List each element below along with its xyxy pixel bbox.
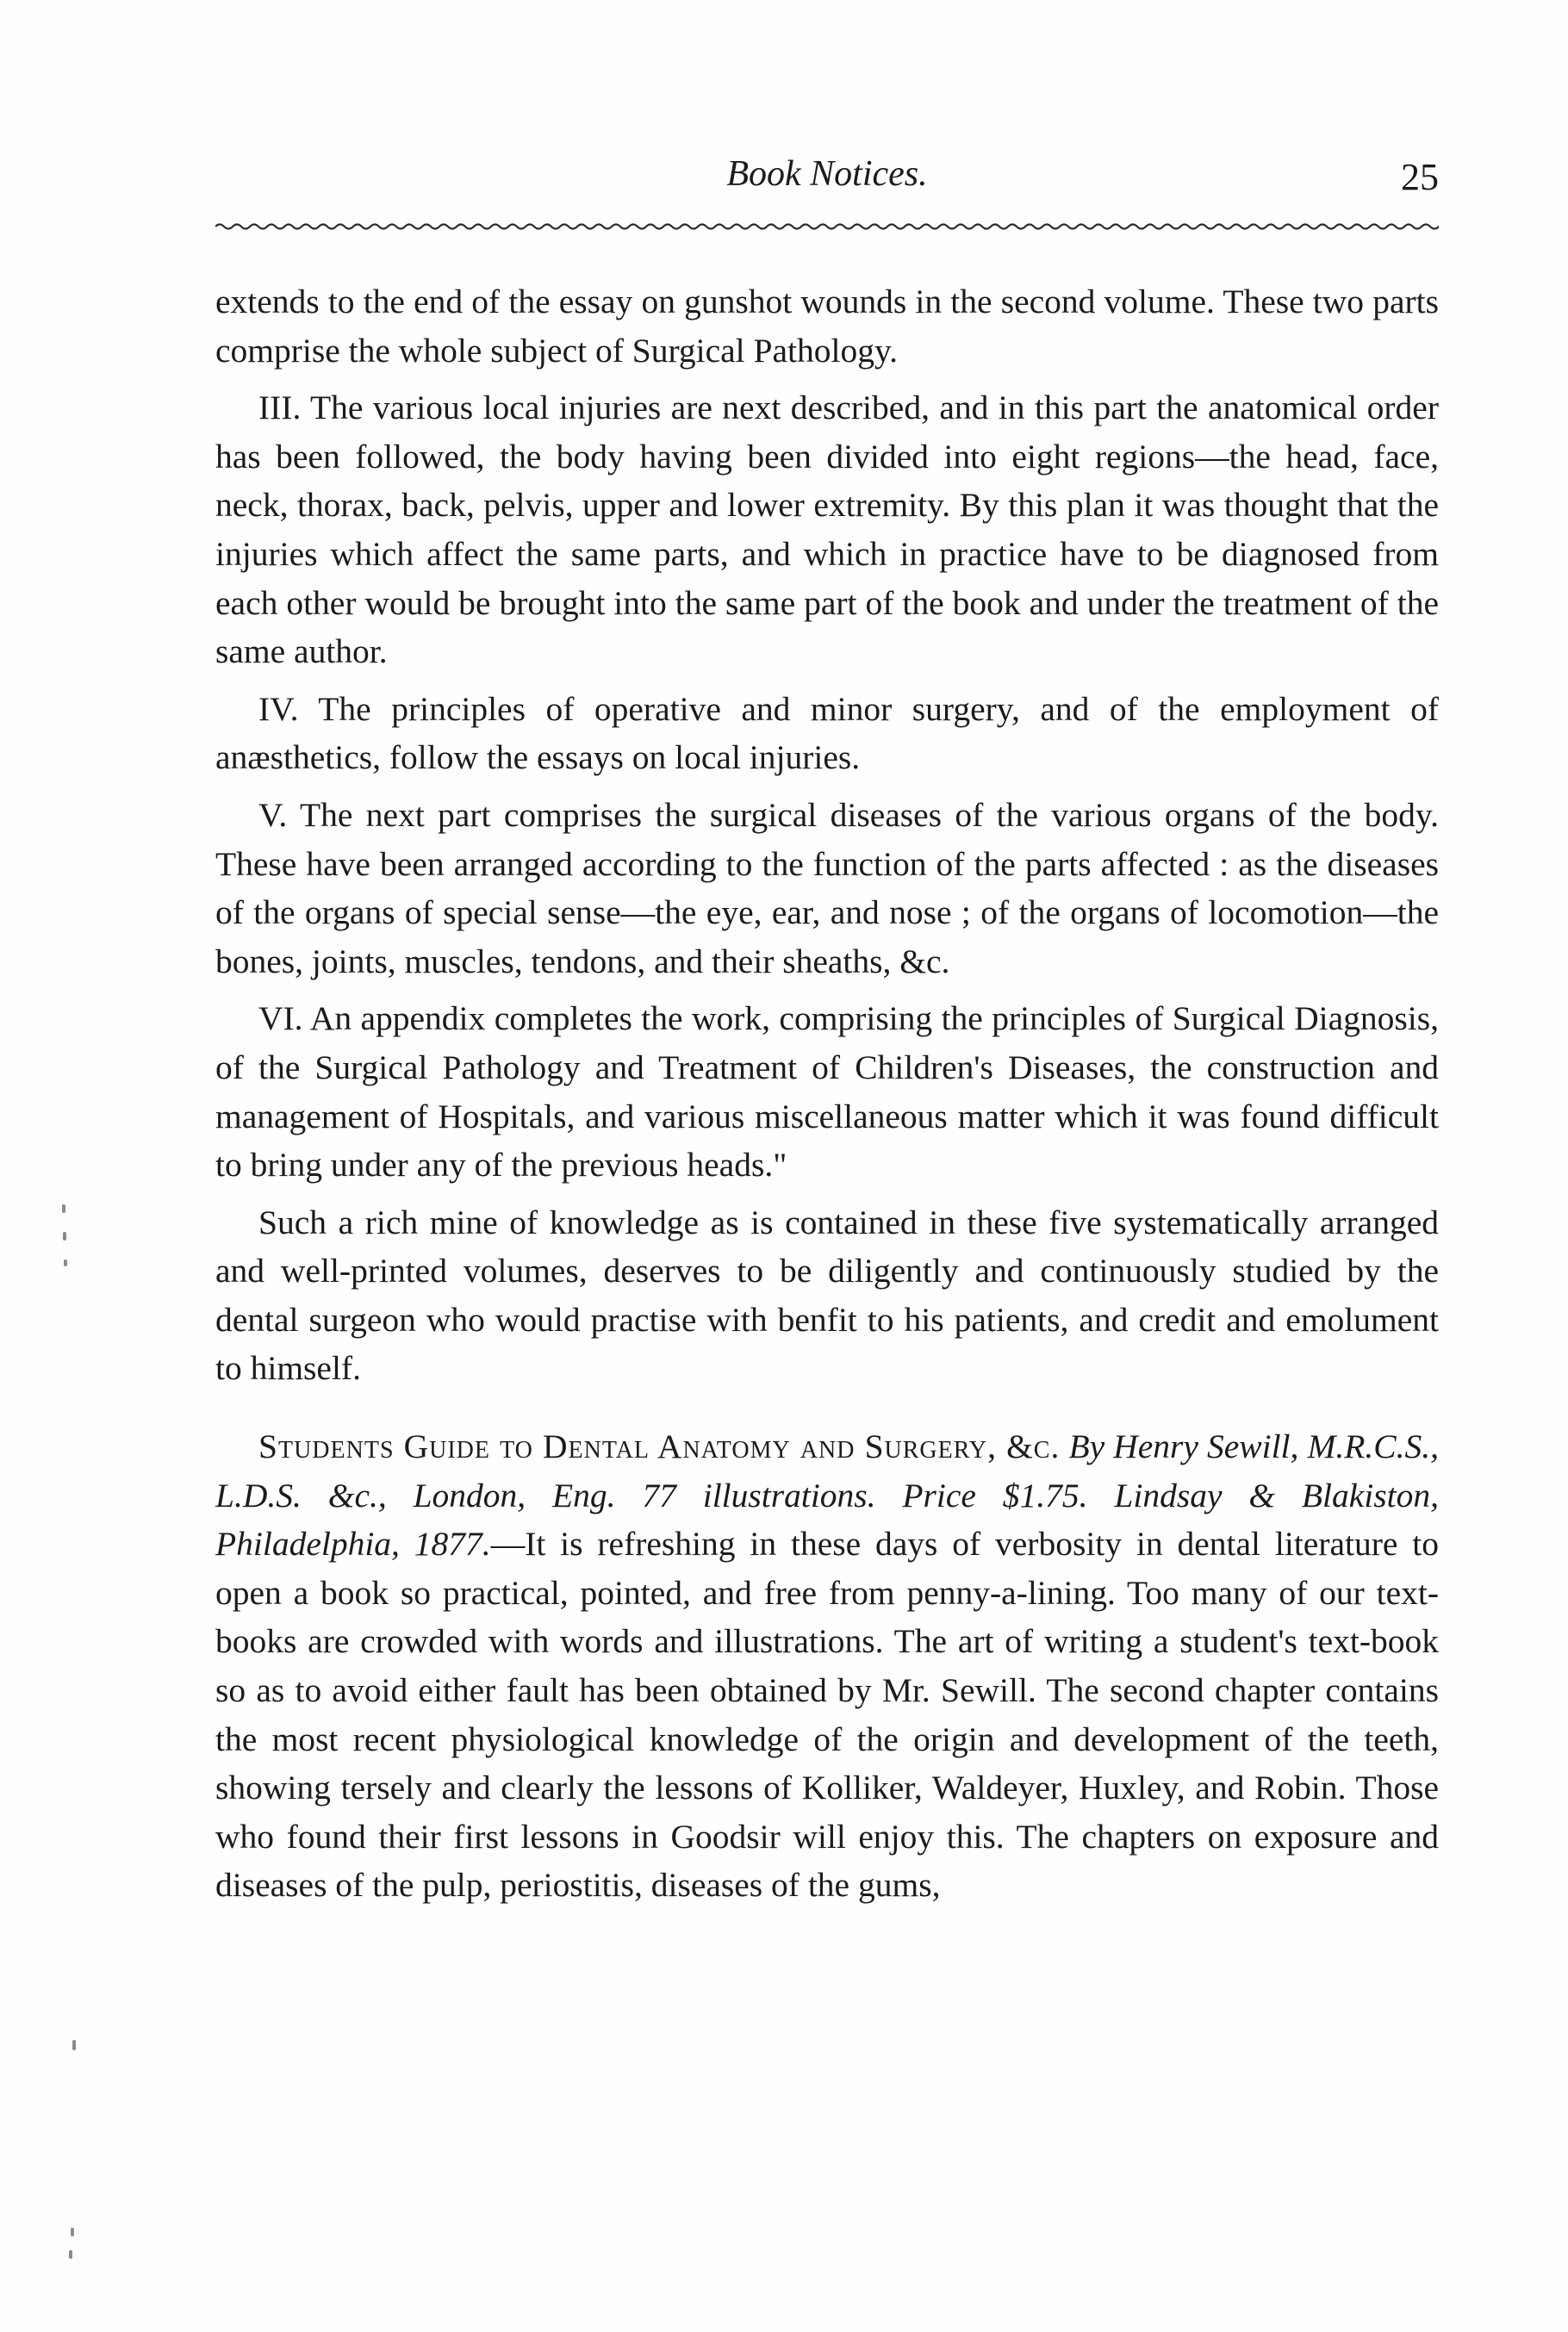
margin-mark [64, 1259, 67, 1266]
margin-mark [72, 2040, 76, 2050]
book-notice [215, 1422, 1439, 1910]
paragraph-section-vi: VI. An appendix completes the work, comprising the principles of Surgical Diagnosis, of the Surgical Pathology and Treatment of Children's Diseases, the construction and management of Hospitals, and various miscellaneous matter which it was found difficult to bring under any of the previous heads." [215, 999, 1439, 1185]
margin-mark [62, 1204, 65, 1213]
paragraph-section-iv: IV. The principles of operative and minor surgery, and of the employment of anæsthetics, follow the essays on local injuries. [215, 689, 1439, 777]
page-number: 25 [1401, 156, 1439, 198]
margin-mark [69, 2250, 72, 2259]
paragraph-section-v: V. The next part comprises the surgical diseases of the various organs of the body. These have been arranged according to the function of the parts affected : as the diseases of the organs of special sense—the eye, ear, and nose ; of the organs of locomotion—the bones, joints, muscles, tendons, and their sheaths, &c. [215, 795, 1439, 980]
paragraph-continuation: extends to the end of the essay on gunshot wounds in the second volume. These two parts comprise the whole subject of Surgical Pathology. [215, 283, 1439, 370]
wavy-rule [215, 221, 1439, 233]
paragraph-section-iii: III. The various local injuries are next described, and in this part the anatomical order has been followed, the body having been divided into eight regions—the head, face, neck, thorax, back, pelvis, upper and lower extremity. By this plan it was thought that the injuries which affect the same parts, and which in practice have to be diagnosed from each other would be brought into the same part of the book and under the treatment of the same author. [215, 389, 1439, 671]
notice-text: —It is refreshing in these days of verbosity in dental literature to open a book so practical, pointed, and free from penny-a-lining. Too many of our text-books are crowded with words and illustrations. The art of writing a student's text-book so as to avoid either fault has been obtained by Mr. Sewill. The second chapter contains the most recent physiological knowledge of the origin and development of the teeth, showing tersely and clearly the lessons of Kolliker, Waldeyer, Huxley, and Robin. Those who found their first lessons in Goodsir will enjoy this. The chapters on exposure and diseases of the pulp, periostitis, diseases of the gums, [215, 1525, 1440, 1905]
margin-mark [71, 2228, 74, 2236]
margin-mark [63, 1232, 66, 1241]
notice-byline: By Henry Sewill, M.R.C.S., L.D.S. &c., London, Eng. 77 illustrations. Price $1.75. Lindsay & Blakiston, Philadelphia, 1877. [215, 1427, 1439, 1564]
notice-title: Students Guide to Dental Anatomy and Surgery, &c. [258, 1427, 1061, 1466]
running-title: Book Notices. [726, 154, 928, 194]
running-head [215, 153, 1439, 205]
paragraph-summary: Such a rich mine of knowledge as is contained in these five systematically arranged and well-printed volumes, deserves to be diligently and continuously studied by the dental surgeon who would practise with benfit to his patients, and credit and emolument to himself. [215, 1203, 1439, 1388]
body-text [215, 277, 1439, 1910]
